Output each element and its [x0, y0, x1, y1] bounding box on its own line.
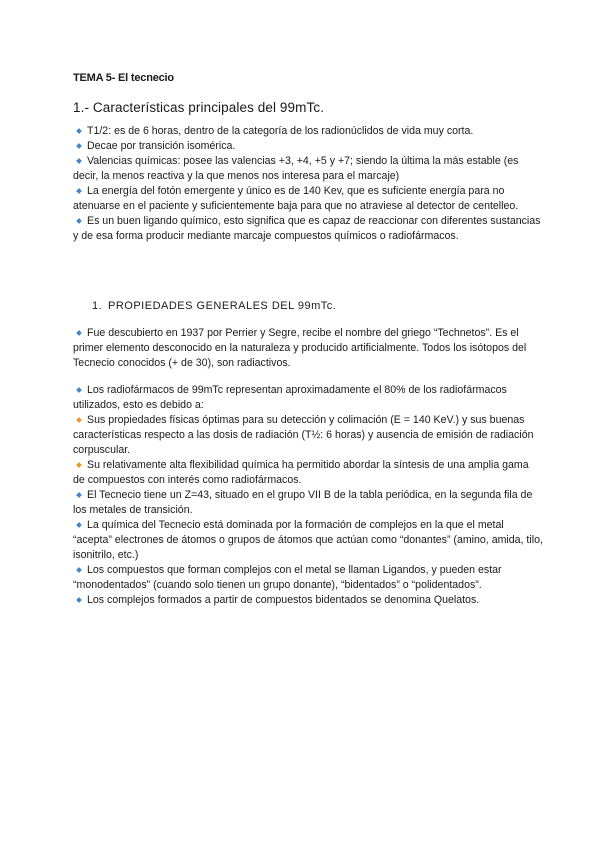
bullet-icon	[76, 492, 82, 498]
bullet-icon	[76, 330, 82, 336]
bullet-icon	[76, 417, 82, 423]
bullet-icon	[76, 597, 82, 603]
list-item: Fue descubierto en 1937 por Perrier y Segre, recibe el nombre del griego “Technetos”. Es el primer elemento desconocido en la naturaleza y producido artificialmente. Todos los isótopos del Tecnecio conocidos (+ de 30), son radiactivos.	[73, 327, 527, 369]
bullet-icon	[76, 128, 82, 134]
list-item: Decae por transición isomérica.	[73, 139, 543, 154]
list-item: La química del Tecnecio está dominada por la formación de complejos en la que el metal “acepta” electrones de átomos o grupos de átomos que actúan como “donantes” (amino, amida, tilo, isonitrilo, etc.)	[73, 519, 543, 561]
section-heading-1: 1.- Características principales del 99mTc.	[73, 100, 325, 115]
section-heading-2	[92, 300, 336, 312]
heading-text: PROPIEDADES GENERALES DEL 99mTc.	[108, 300, 337, 312]
list-item: La energía del fotón emergente y único es de 140 Kev, que es suficiente energía para no atenuarse en el paciente y suficientemente baja para que no atraviese al detector de centelleo.	[73, 185, 519, 212]
list-item: Valencias químicas: posee las valencias +3, +4, +5 y +7; siendo la última la más estable (es decir, la menos reactiva y la que menos nos interesa para el marcaje)	[73, 155, 519, 182]
list-item: Su relativamente alta flexibilidad química ha permitido abordar la síntesis de una amplia gama de compuestos con interés como radiofármacos.	[73, 459, 529, 486]
bullet-icon	[76, 522, 82, 528]
bullet-icon	[76, 387, 82, 393]
section-2-list	[73, 326, 543, 608]
bullet-icon	[76, 143, 82, 149]
list-item: Sus propiedades físicas óptimas para su detección y colimación (E = 140 KeV.) y sus buenas características respecto a las dosis de radiación (T½: 6 horas) y ausencia de emisión de radiación corpuscular.	[73, 414, 534, 456]
bullet-icon	[76, 218, 82, 224]
bullet-icon	[76, 462, 82, 468]
bullet-icon	[76, 188, 82, 194]
list-item: T1/2: es de 6 horas, dentro de la categoría de los radionúclidos de vida muy corta.	[73, 124, 543, 139]
list-item: Es un buen ligando químico, esto significa que es capaz de reaccionar con diferentes sustancias y de esa forma producir mediante marcaje compuestos químicos o radiofármacos.	[73, 215, 541, 242]
section-1-list	[73, 124, 543, 244]
heading-number: 1.	[92, 300, 103, 312]
bullet-icon	[76, 567, 82, 573]
bullet-icon	[76, 158, 82, 164]
list-item: Los radiofármacos de 99mTc representan aproximadamente el 80% de los radiofármacos utilizados, esto es debido a:	[73, 384, 507, 411]
list-item: Los complejos formados a partir de compuestos bidentados se denomina Quelatos.	[73, 593, 543, 608]
list-item: El Tecnecio tiene un Z=43, situado en el grupo VII B de la tabla periódica, en la segunda fila de los metales de transición.	[73, 489, 533, 516]
list-item: Los compuestos que forman complejos con el metal se llaman Ligandos, y pueden estar “monodentados” (cuando solo tienen un grupo donante), “bidentados” o “polidentados”.	[73, 564, 502, 591]
document-title: TEMA 5- El tecnecio	[73, 72, 174, 84]
